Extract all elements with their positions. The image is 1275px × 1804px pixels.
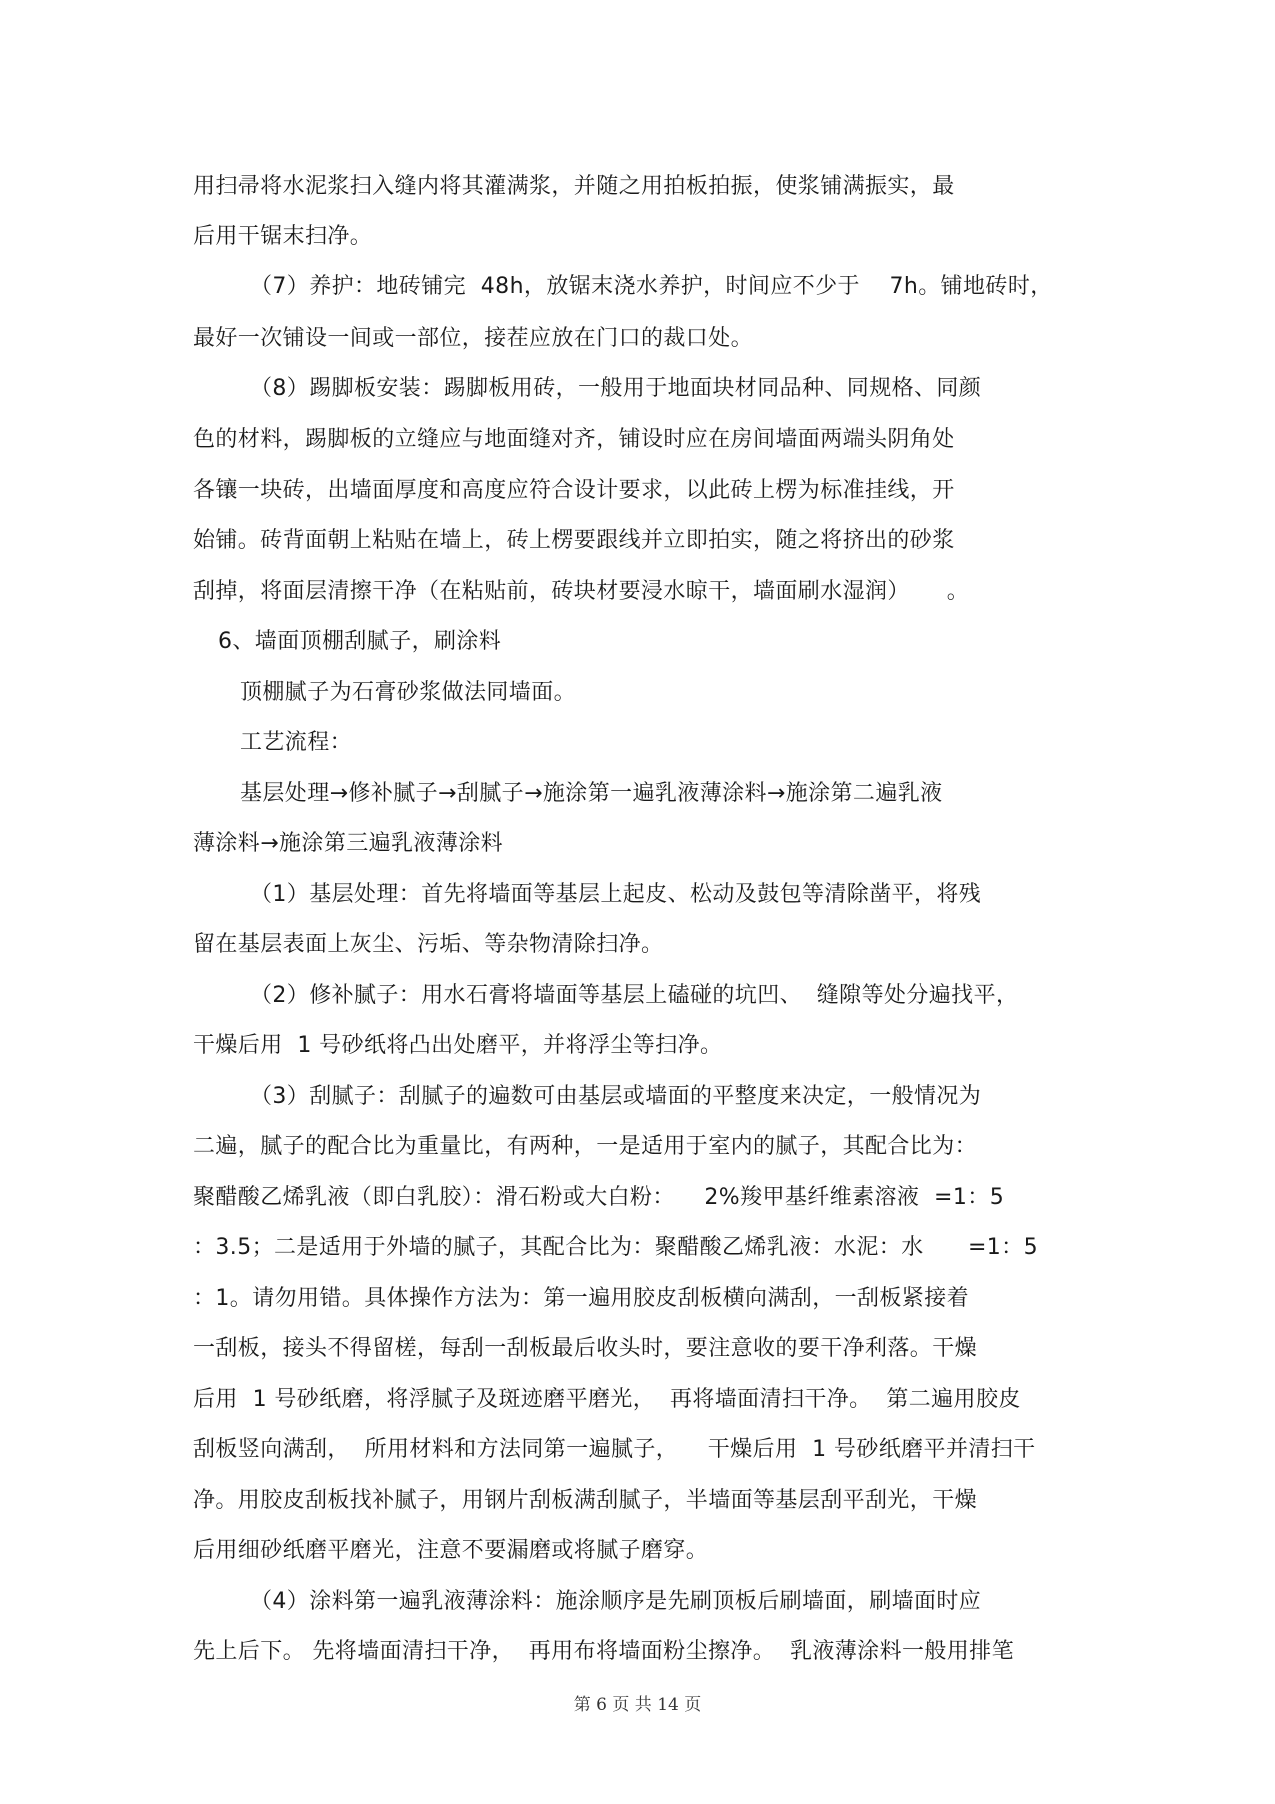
body-line: 用扫帚将水泥浆扫入缝内将其灌满浆，并随之用拍板拍振，使浆铺满振实，最 <box>193 174 955 199</box>
body-line: 基层处理→修补腻子→刮腻子→施涂第一遍乳液薄涂料→施涂第二遍乳液 <box>240 781 943 806</box>
section-heading: 6、墙面顶棚刮腻子，刷涂料 <box>218 629 502 654</box>
body-line: （8）踢脚板安装：踢脚板用砖，一般用于地面块材同品种、同规格、同颜 <box>250 376 982 401</box>
body-line: （3）刮腻子：刮腻子的遍数可由基层或墙面的平整度来决定，一般情况为 <box>250 1084 982 1109</box>
body-line: 色的材料，踢脚板的立缝应与地面缝对齐，铺设时应在房间墙面两端头阴角处 <box>193 427 955 452</box>
body-line: 聚醋酸乙烯乳液（即白乳胶）：滑石粉或大白粉： 2%羧甲基纤维素溶液 =1：5 <box>193 1185 1005 1210</box>
body-line: 工艺流程： <box>240 730 353 755</box>
body-line: 最好一次铺设一间或一部位，接茬应放在门口的裁口处。 <box>193 326 754 351</box>
body-line: 各镶一块砖，出墙面厚度和高度应符合设计要求，以此砖上楞为标准挂线，开 <box>193 478 955 503</box>
body-line: 刮板竖向满刮， 所用材料和方法同第一遍腻子， 干燥后用 1 号砂纸磨平并清扫干 <box>193 1437 1036 1462</box>
body-line: 刮掉，将面层清擦干净（在粘贴前，砖块材要浸水晾干，墙面刷水湿润） 。 <box>193 579 970 604</box>
body-line: 始铺。砖背面朝上粘贴在墙上，砖上楞要跟线并立即拍实，随之将挤出的砂浆 <box>193 528 955 553</box>
body-line: 一刮板，接头不得留槎，每刮一刮板最后收头时，要注意收的要干净利落。干燥 <box>193 1336 978 1361</box>
body-line: 后用干锯末扫净。 <box>193 224 373 249</box>
body-line: 二遍，腻子的配合比为重量比，有两种，一是适用于室内的腻子，其配合比为： <box>193 1134 978 1159</box>
body-line: （2）修补腻子：用水石膏将墙面等基层上磕碰的坑凹、 缝隙等处分遍找平， <box>250 983 1019 1008</box>
body-line: 后用 1 号砂纸磨，将浮腻子及斑迹磨平磨光， 再将墙面清扫干净。 第二遍用胶皮 <box>193 1387 1021 1412</box>
body-line: （4）涂料第一遍乳液薄涂料：施涂顺序是先刷顶板后刷墙面，刷墙面时应 <box>250 1589 982 1614</box>
body-line: 先上后下。 先将墙面清扫干净， 再用布将墙面粉尘擦净。 乳液薄涂料一般用排笔 <box>193 1639 1014 1664</box>
body-line: （1）基层处理：首先将墙面等基层上起皮、松动及鼓包等清除凿平，将残 <box>250 882 982 907</box>
body-line: ：1。请勿用错。具体操作方法为：第一遍用胶皮刮板横向满刮，一刮板紧接着 <box>193 1286 969 1311</box>
body-line: 净。用胶皮刮板找补腻子，用钢片刮板满刮腻子，半墙面等基层刮平刮光，干燥 <box>193 1488 978 1513</box>
body-line: ：3.5；二是适用于外墙的腻子，其配合比为：聚醋酸乙烯乳液：水泥：水 =1：5 <box>193 1235 1038 1260</box>
body-line: 顶棚腻子为石膏砂浆做法同墙面。 <box>240 680 577 705</box>
body-line: 薄涂料→施涂第三遍乳液薄涂料 <box>193 831 504 856</box>
body-line: 后用细砂纸磨平磨光，注意不要漏磨或将腻子磨穿。 <box>193 1538 709 1563</box>
body-line: 干燥后用 1 号砂纸将凸出处磨平，并将浮尘等扫净。 <box>193 1033 723 1058</box>
page-footer: 第 6 页 共 14 页 <box>573 1695 702 1715</box>
body-line: （7）养护：地砖铺完 48h，放锯末浇水养护，时间应不少于 7h。铺地砖时， <box>250 274 1053 299</box>
body-line: 留在基层表面上灰尘、污垢、等杂物清除扫净。 <box>193 932 664 957</box>
